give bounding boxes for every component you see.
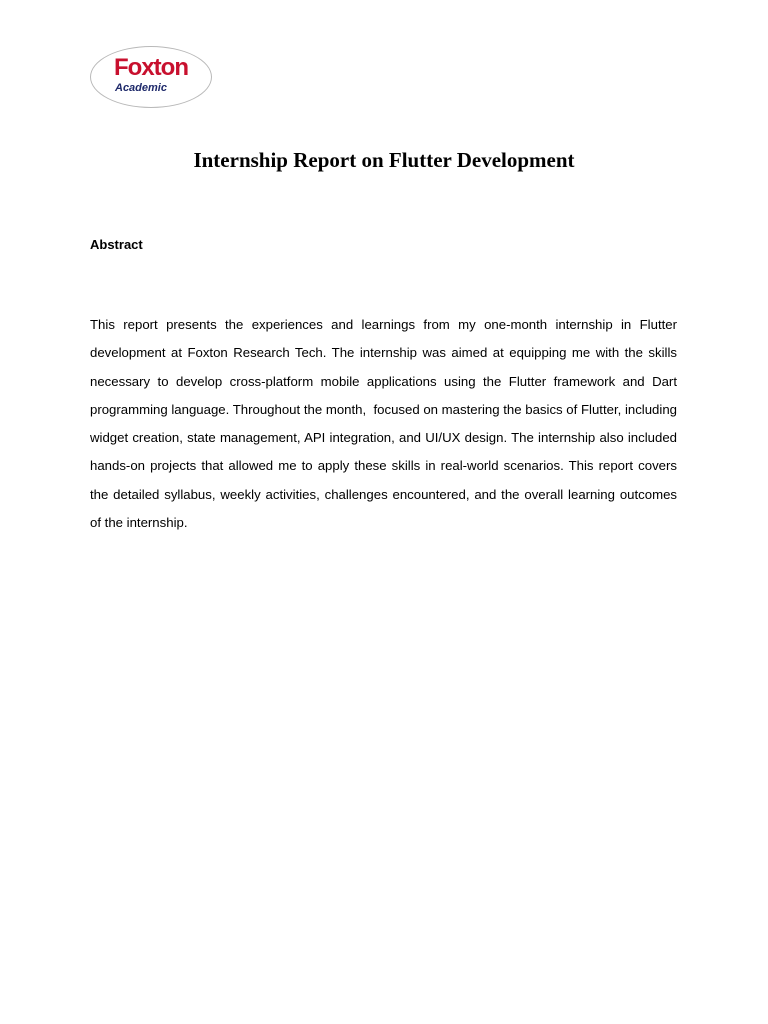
foxton-academic-logo xyxy=(90,46,212,108)
abstract-paragraph: This report presents the experiences and learnings from my one-month internship in Flutter development at Foxton Research Tech. The internship was aimed at equipping me with the skills necessary to develop cross-platform mobile applications using the Flutter framework and Dart programming language. Throughout the month, focused on mastering the basics of Flutter, including widget creation, state management, API integration, and UI/UX design. The internship also included hands-on projects that allowed me to apply these skills in real-world scenarios. This report covers the detailed syllabus, weekly activities, challenges encountered, and the overall learning outcomes of the internship. xyxy=(90,317,681,531)
logo-name: Foxton xyxy=(114,54,188,81)
section-heading-abstract: Abstract xyxy=(90,237,143,252)
document-title: Internship Report on Flutter Development xyxy=(193,148,575,172)
logo-tagline: Academic xyxy=(115,82,167,94)
